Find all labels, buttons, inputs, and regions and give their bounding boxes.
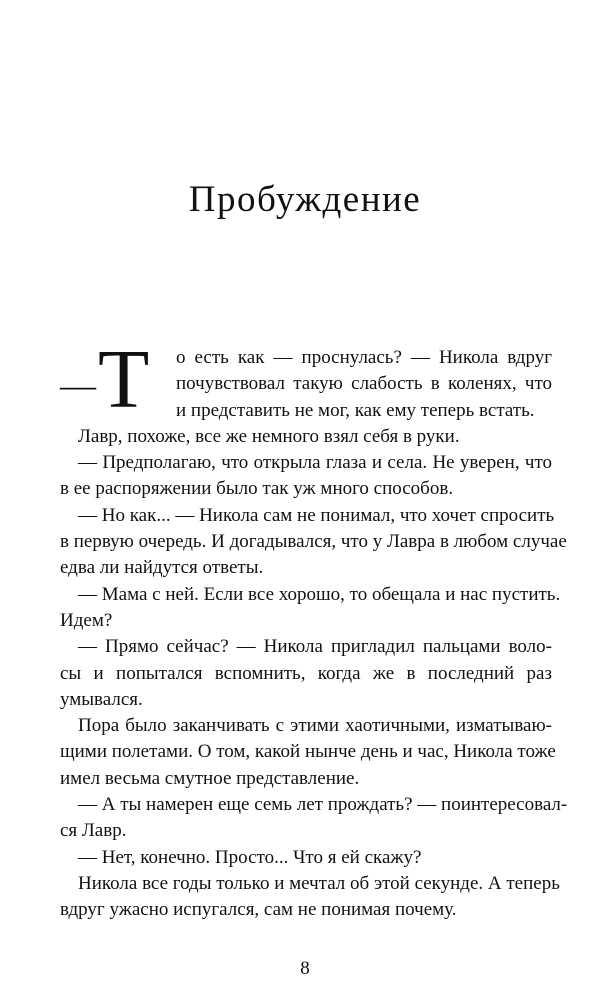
text-line: имел весьма смутное представление. [60,767,360,789]
text-line: — Нет, конечно. Просто... Что я ей скажу? [78,846,422,868]
chapter-text [60,333,568,924]
text-line: сы и попытался вспомнить, когда же в последний раз [60,662,552,684]
opening-lines [176,345,552,424]
text-line: Никола все годы только и мечтал об этой секунде. А теперь [78,872,560,894]
text-line: — Но как... — Никола сам не понимал, что хочет спросить [78,504,555,526]
text-line: — А ты намерен еще семь лет прождать? — поинтересовал- [78,794,568,816]
text-line: вдруг ужасно испугался, сам не понимая почему. [60,899,457,921]
chapter-title: Пробуждение [188,179,422,220]
text-line: — Предполагаю, что открыла глаза и села. Не уверен, что [78,452,552,474]
text-line: Идем? [60,609,113,631]
drop-cap-group [60,333,176,426]
text-line: и представить не мог, как ему теперь встать. [176,399,535,421]
text-line: ся Лавр. [60,820,127,842]
text-line: умывался. [60,688,143,710]
page-number: 8 [300,958,310,979]
text-line: о есть как — проснулась? — Никола вдруг [176,347,552,368]
opening-paragraph [60,333,552,426]
text-line: Пора было заканчивать с этими хаотичными, изматываю- [78,715,552,737]
text-line: в первую очередь. И догадывался, что у Лавра в любом случае [60,531,567,553]
text-line: почувствовал такую слабость в коленях, что [176,373,552,395]
text-line: едва ли найдутся ответы. [60,557,264,579]
text-line: щими полетами. О том, какой нынче день и час, Никола тоже [60,741,556,763]
lead-dash: — [60,365,96,405]
text-line: — Мама с ней. Если все хорошо, то обещала и нас пустить. [78,583,561,605]
drop-cap: Т [98,333,150,426]
text-line: — Прямо сейчас? — Никола пригладил пальцами воло- [78,636,552,658]
text-line: в ее распоряжении было так уж много способов. [60,478,454,500]
text-line: Лавр, похоже, все же немного взял себя в руки. [78,425,460,447]
